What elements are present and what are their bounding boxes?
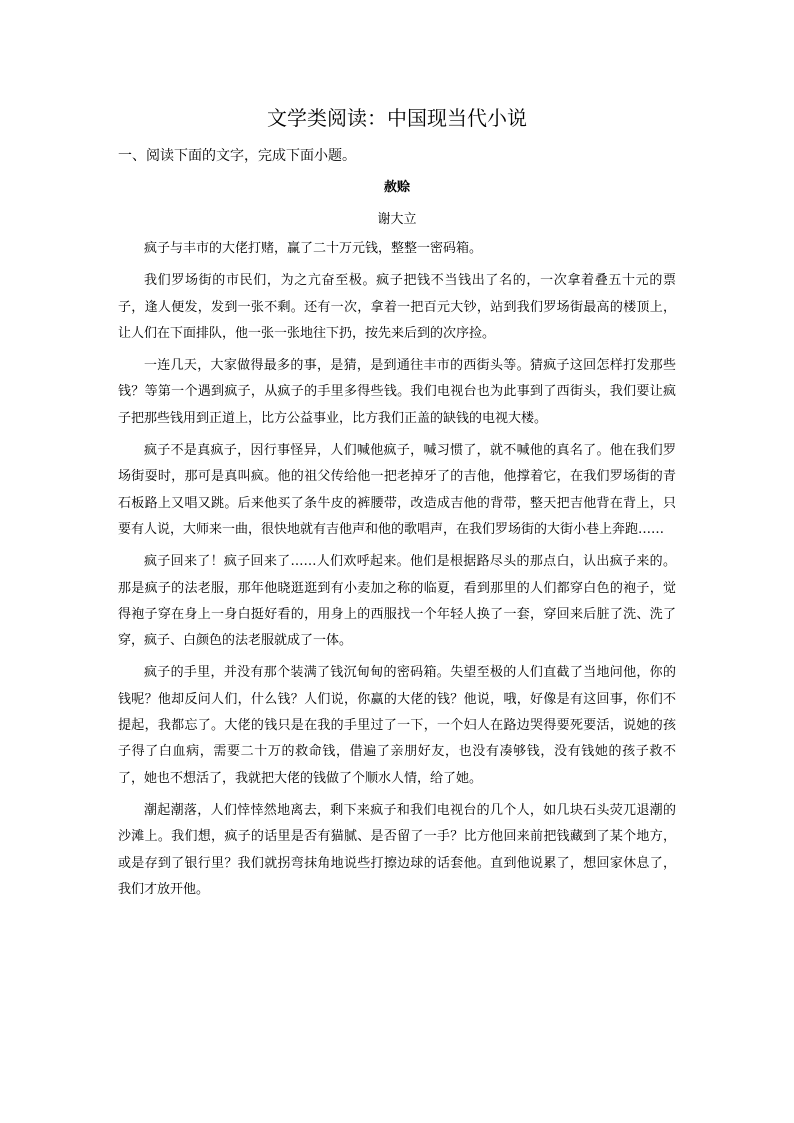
story-body	[118, 236, 676, 909]
reading-instruction: 一、阅读下面的文字，完成下面小题。	[118, 148, 356, 164]
page-title: 文学类阅读：中国现当代小说	[267, 106, 527, 130]
paragraph: 我们罗场街的市民们，为之亢奋至极。疯子把钱不当钱出了名的，一次拿着叠五十元的票子，逢人便发，发到一张不剩。还有一次，拿着一把百元大钞，站到我们罗场街最高的楼顶上，让人们在下面排队，他一张一张地往下扔，按先来后到的次序捡。	[118, 273, 676, 341]
story-author: 谢大立	[377, 212, 417, 227]
paragraph: 潮起潮落，人们悻悻然地离去，剩下来疯子和我们电视台的几个人，如几块石头荧兀退潮的沙滩上。我们想，疯子的话里是否有猫腻、是否留了一手？比方他回来前把钱藏到了某个地方，或是存到了银行里？我们就拐弯抹角地说些打擦边球的话套他。直到他说累了，想回家休息了，我们才放开他。	[118, 802, 676, 897]
paragraph: 疯子与丰市的大佬打赌，赢了二十万元钱，整整一密码箱。	[144, 241, 483, 256]
paragraph: 疯子不是真疯子，因行事怪异，人们喊他疯子，喊习惯了，就不喊他的真名了。他在我们罗场街耍时，那可是真叫疯。他的祖父传给他一把老掉牙了的吉他，他撑着它，在我们罗场街的青石板路上又唱又跳。后来他买了条牛皮的裤腰带，改造成吉他的背带，整天把吉他背在背上，只要有人说，大师来一曲，很快地就有吉他声和他的歌唱声，在我们罗场街的大街小巷上奔跑……	[118, 443, 676, 537]
paragraph: 疯子回来了！疯子回来了……人们欢呼起来。他们是根据路尽头的那点白，认出疯子来的。那是疯子的法老服，那年他晓逛逛到有小麦加之称的临夏，看到那里的人们都穿白色的袍子，觉得袍子穿在身上一身白挺好看的，用身上的西服找一个年轻人换了一套，穿回来后脏了洗、洗了穿，疯子、白颜色的法老服就成了一体。	[118, 554, 676, 649]
paragraph: 一连几天，大家做得最多的事，是猜，是到通往丰市的西街头等。猜疯子这回怎样打发那些钱？等第一个遇到疯子，从疯子的手里多得些钱。我们电视台也为此事到了西街头，我们要让疯子把那些钱用到正道上，比方公益事业，比方我们正盖的缺钱的电视大楼。	[118, 358, 676, 426]
paragraph: 疯子的手里，并没有那个装满了钱沉甸甸的密码箱。失望至极的人们直截了当地问他，你的钱呢？他却反问人们，什么钱？人们说，你赢的大佬的钱？他说，哦，好像是有这回事，你们不提起，我都忘了。大佬的钱只是在我的手里过了一下，一个妇人在路边哭得要死要活，说她的孩子得了白血病，需要二十万的救命钱，借遍了亲朋好友，也没有凑够钱，没有钱她的孩子救不了，她也不想活了，我就把大佬的钱做了个顺水人情，给了她。	[118, 665, 676, 786]
story-title: 赦赊	[383, 180, 410, 195]
